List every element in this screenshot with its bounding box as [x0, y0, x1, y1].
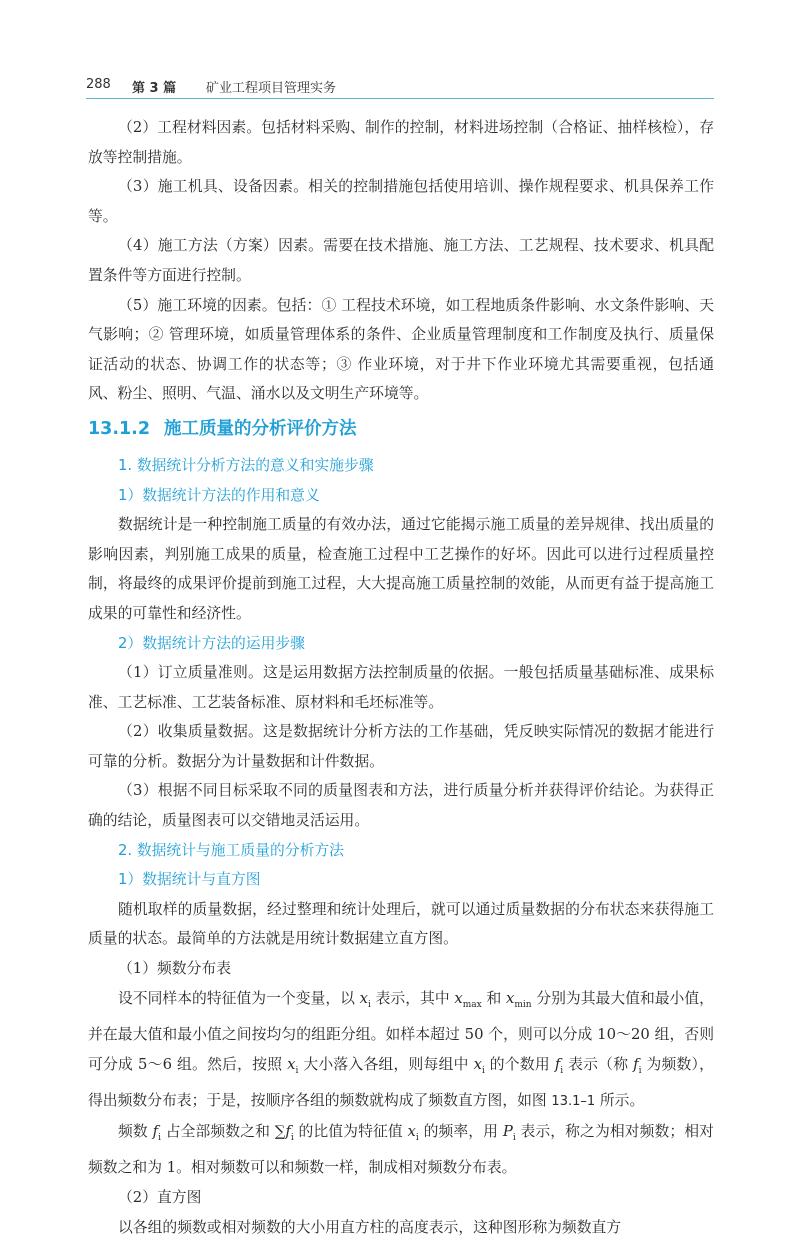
- paragraph: 数据统计是一种控制施工质量的有效办法，通过它能揭示施工质量的差异规律、找出质量的影响因素，判别施工成果的质量，检查施工过程中工艺操作的好坏。因此可以进行过程质量控制，将最终的成果评价提前到施工过程，大大提高施工质量控制的效能，从而更有益于提高施工成果的可靠性和经济性。: [88, 516, 714, 622]
- math-subscript: i: [638, 1065, 642, 1076]
- math-subscript: i: [481, 1065, 485, 1076]
- math-variable: f: [554, 1055, 561, 1073]
- math-subscript: i: [415, 1132, 419, 1143]
- math-subscript: i: [290, 1132, 294, 1143]
- section-heading: [88, 417, 714, 441]
- text-run: 表示，其中: [370, 989, 455, 1007]
- math-variable: x: [287, 1055, 296, 1073]
- math-variable: x: [359, 989, 369, 1007]
- part-label: 第 3 篇: [132, 81, 177, 96]
- subsubsection-heading: 1）数据统计方法的作用和意义: [118, 486, 320, 504]
- math-variable: f: [152, 1122, 159, 1140]
- part-title: 矿业工程项目管理实务: [206, 81, 337, 96]
- paragraph: （2）工程材料因素。包括材料采购、制作的控制，材料进场控制（合格证、抽样核检），存放等控制措施。: [88, 119, 714, 166]
- paragraph: （4）施工方法（方案）因素。需要在技术措施、施工方法、工艺规程、技术要求、机具配置条件等方面进行控制。: [88, 237, 714, 284]
- text-run: 所示。: [595, 1092, 645, 1110]
- text-run: 频数: [118, 1122, 153, 1140]
- body-text: [88, 113, 714, 1242]
- text-run: 占全部频数之和 ∑: [160, 1122, 286, 1140]
- text-run: 为频数），得出频数分布表；于是，按顺序各组的频数就构成了频数直方图，如图: [88, 1055, 714, 1110]
- paragraph-frequency-table: [88, 984, 714, 1117]
- subsection-heading: 1. 数据统计分析方法的意义和实施步骤: [118, 456, 374, 474]
- subsubsection-heading: 2）数据统计方法的运用步骤: [118, 634, 305, 652]
- paragraph: （3）根据不同目标采取不同的质量图表和方法，进行质量分析并获得评价结论。为获得正确的结论，质量图表可以交错地灵活运用。: [88, 782, 714, 830]
- text-run: 大小落入各组，则每组中: [298, 1055, 474, 1073]
- math-subscript: i: [512, 1132, 516, 1143]
- paragraph: （3）施工机具、设备因素。相关的控制措施包括使用培训、操作规程要求、机具保养工作等。: [88, 178, 714, 225]
- math-variable: x: [505, 989, 515, 1007]
- text-run: 的比值为特征值: [293, 1122, 408, 1140]
- paragraph: （5）施工环境的因素。包括：① 工程技术环境，如工程地质条件影响、水文条件影响、天气影响；② 管理环境，如质量管理体系的条件、企业质量管理制度和工作制度及执行、质量保证活动的状态、协调工作的状态等；③ 作业环境，对于井下作业环境尤其需要重视，包括通风、粉尘、照明、气温、涌水以及文明生产环境等。: [88, 296, 714, 403]
- text-run: 分别为其最大值和最小值，并在最大值和最小值之间按均匀的组距分组。如样本超过 50 个，则可以分成 10～20 组，否则可分成 5～6 组。然后，按照: [88, 989, 714, 1073]
- text-run: 表示，称之为相对频数；相对频数之和为 1。相对频数可以和频数一样，制成相对频数分布表。: [88, 1122, 714, 1177]
- paragraph-relative-frequency: [88, 1117, 714, 1183]
- math-subscript: i: [295, 1065, 299, 1076]
- math-subscript: i: [158, 1132, 161, 1143]
- paragraph: 随机取样的质量数据，经过整理和统计处理后，就可以通过质量数据的分布状态来获得施工质量的状态。最简单的方法就是用统计数据建立直方图。: [88, 900, 714, 948]
- paragraph: （1）订立质量准则。这是运用数据方法控制质量的依据。一般包括质量基础标准、成果标准、工艺标准、工艺装备标准、原材料和毛坯标准等。: [88, 664, 714, 711]
- text-run: 的个数用: [484, 1055, 555, 1073]
- running-header: [86, 74, 714, 99]
- math-variable: x: [473, 1055, 482, 1073]
- text-run: 表示（称: [563, 1055, 634, 1073]
- paragraph: （1）频数分布表: [118, 960, 231, 978]
- math-subscript: i: [368, 999, 371, 1010]
- math-subscript: i: [560, 1065, 564, 1076]
- math-variable: P: [502, 1122, 513, 1140]
- math-variable: f: [633, 1055, 639, 1073]
- page-number: 288: [86, 77, 111, 92]
- text-run: 的频率，用: [418, 1122, 503, 1140]
- subsubsection-heading: 1）数据统计与直方图: [118, 871, 261, 889]
- section-number: 13.1.2: [88, 418, 151, 439]
- math-variable: x: [407, 1122, 416, 1140]
- paragraph: 以各组的频数或相对频数的大小用直方柱的高度表示，这种图形称为频数直方: [118, 1218, 622, 1236]
- subsection-heading: 2. 数据统计与施工质量的分析方法: [118, 841, 344, 859]
- figure-reference: 13.1–1: [551, 1094, 596, 1110]
- section-title: 施工质量的分析评价方法: [164, 418, 357, 439]
- math-variable: f: [285, 1122, 291, 1140]
- paragraph: （2）收集质量数据。这是数据统计分析方法的工作基础，凭反映实际情况的数据才能进行可靠的分析。数据分为计量数据和计件数据。: [88, 723, 714, 770]
- text-run: 和: [481, 989, 506, 1007]
- math-subscript: max: [462, 999, 482, 1010]
- paragraph: （2）直方图: [118, 1189, 202, 1207]
- math-variable: x: [454, 989, 463, 1007]
- text-run: 设不同样本的特征值为一个变量，以: [118, 989, 360, 1007]
- math-subscript: min: [514, 999, 532, 1010]
